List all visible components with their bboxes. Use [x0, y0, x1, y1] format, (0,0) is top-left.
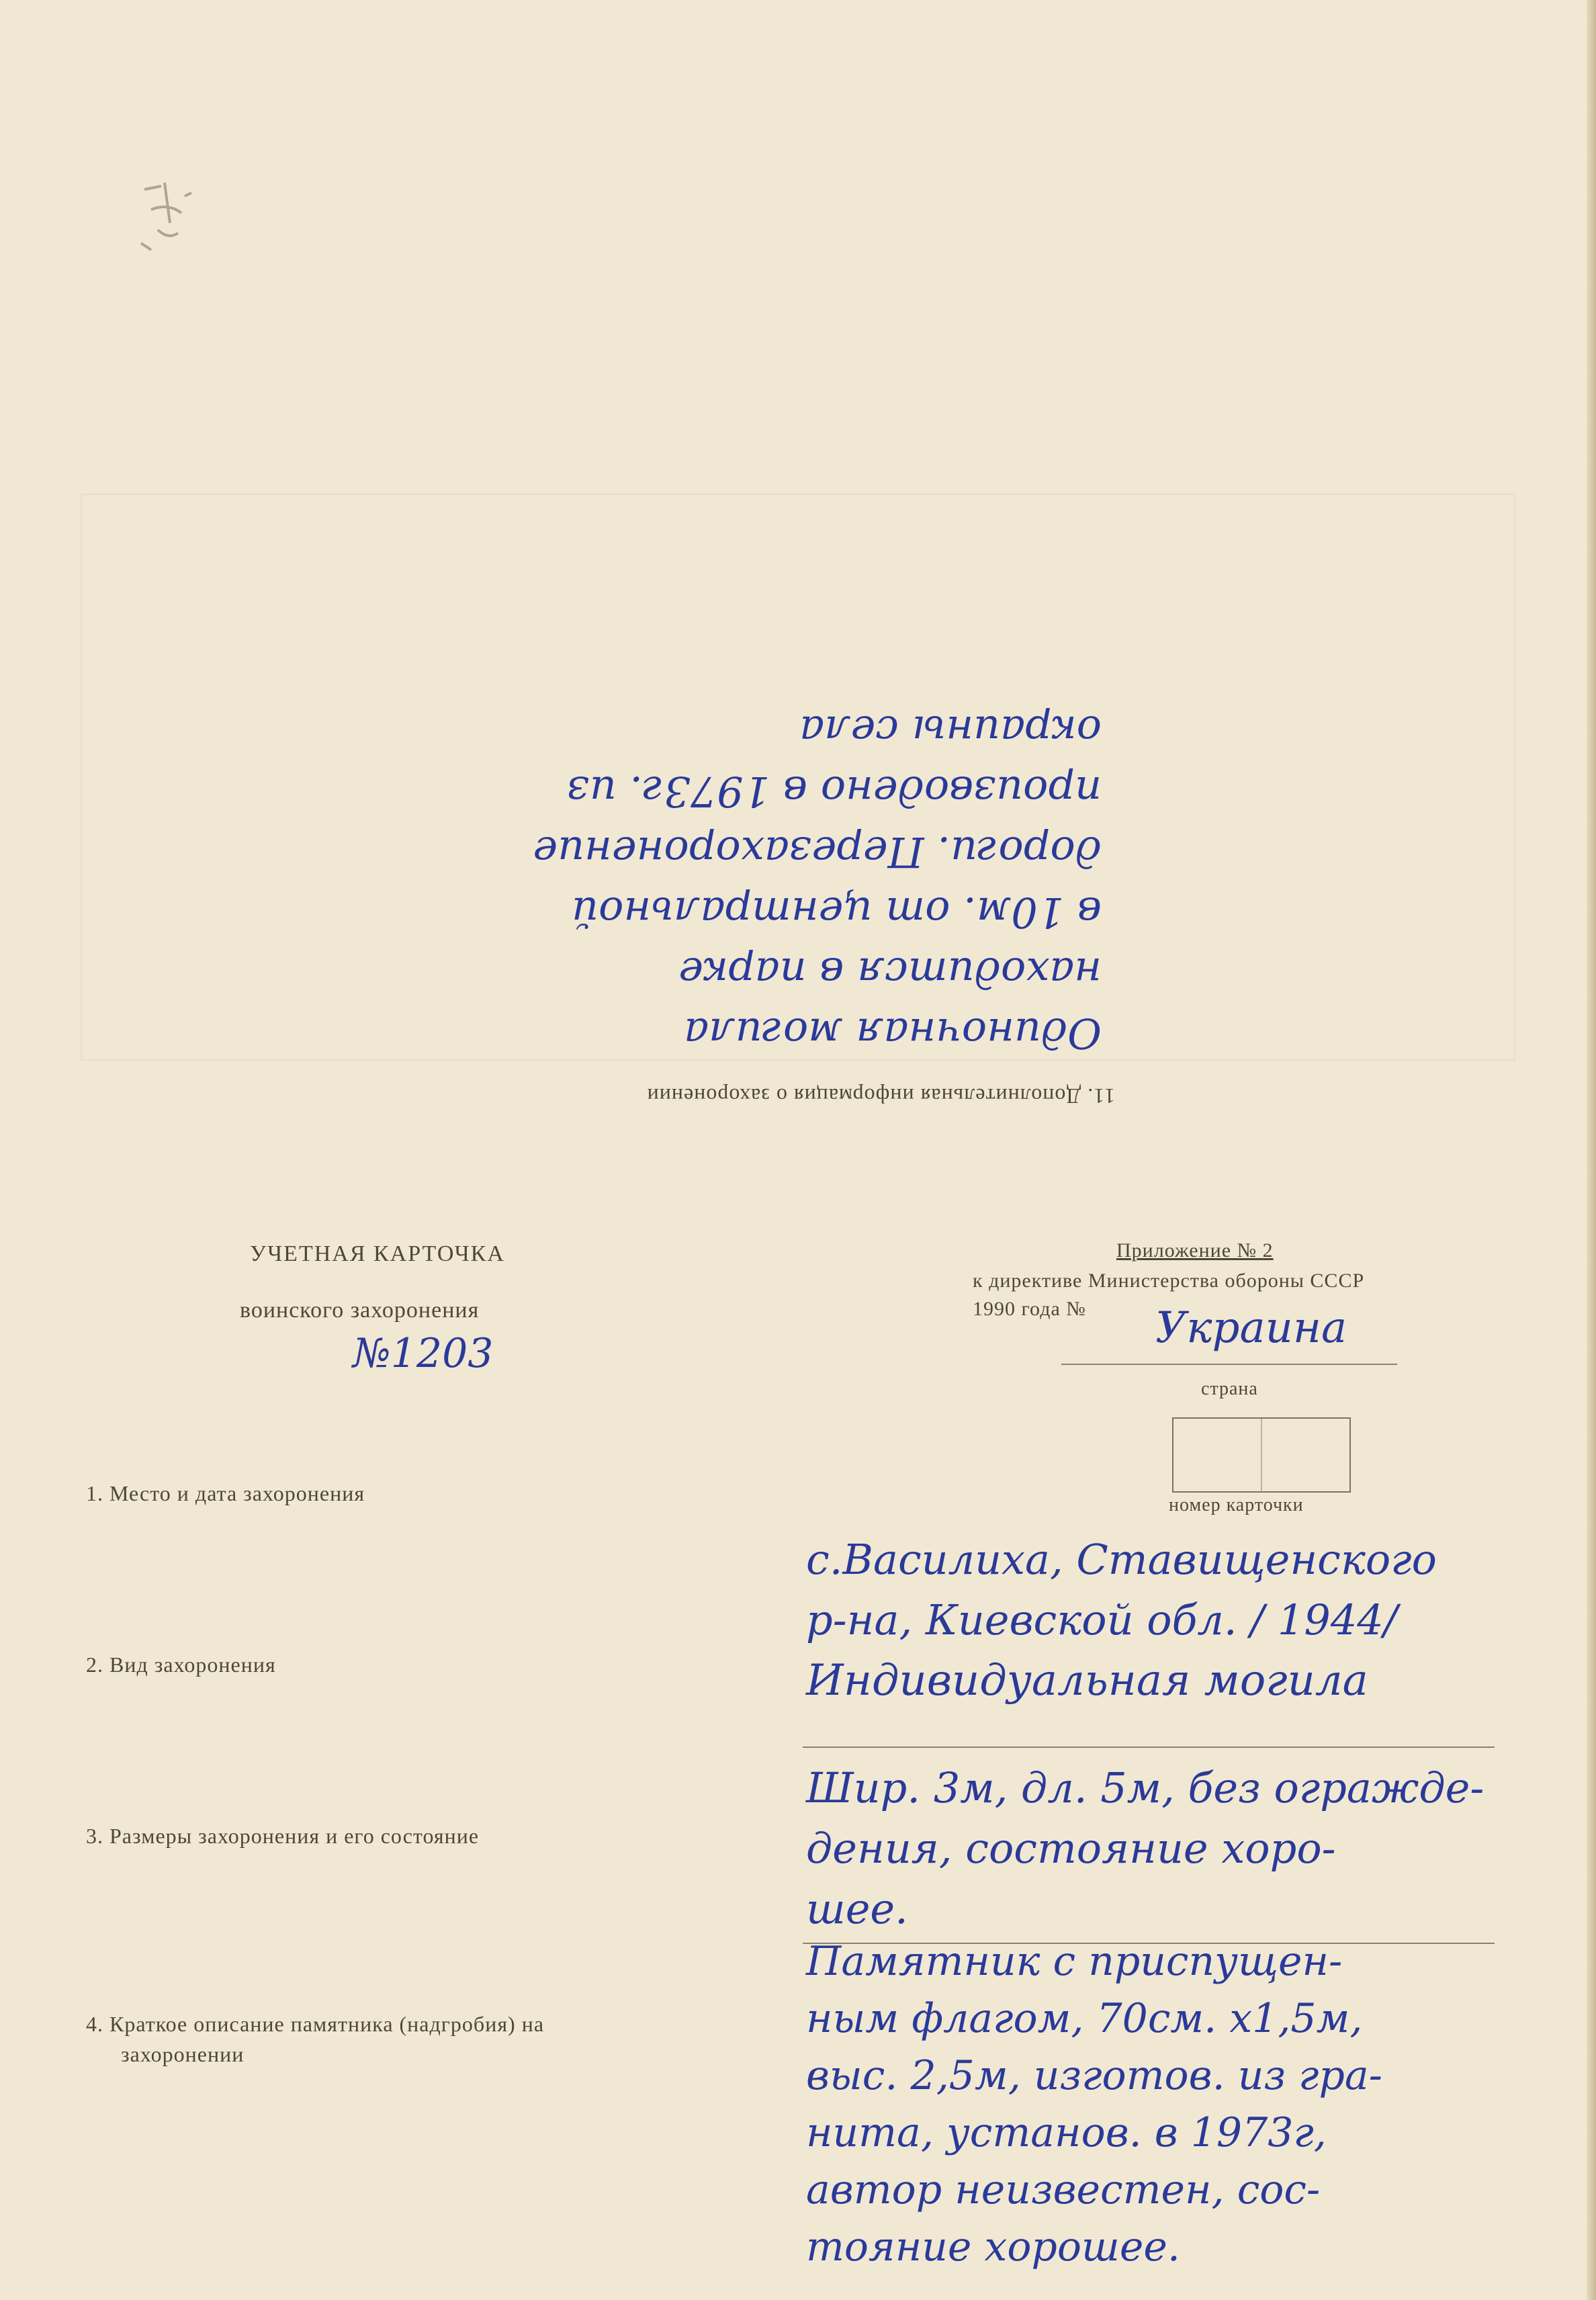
additional-info-line-6: окраины села [799, 707, 1102, 756]
field-1-value-line-2: р-на, Киевской обл. / 1944/ [806, 1595, 1398, 1644]
additional-info-heading: 11. Дополнительная информация о захоронении [646, 1084, 1115, 1108]
field-4-value-line-1: Памятник с приспущен- [806, 1938, 1343, 1985]
country-underline [1061, 1364, 1397, 1365]
field-1-value-line-1: с.Василиха, Ставищенского [806, 1535, 1437, 1584]
field-4-value-line-5: автор неизвестен, сос- [806, 2166, 1321, 2213]
additional-info-section [410, 665, 1115, 1108]
field-3-value-line-1: Шир. 3м, дл. 5м, без огражде- [806, 1763, 1484, 1812]
directive-year: 1990 года № [973, 1298, 1086, 1320]
country-label: страна [1201, 1378, 1258, 1399]
field-3-value-line-2: дения, состояние хоро- [806, 1824, 1336, 1873]
paper-edge [1587, 0, 1596, 2300]
field-3-value-line-3: шее. [806, 1884, 908, 1933]
card-title: УЧЕТНАЯ КАРТОЧКА [250, 1241, 505, 1266]
additional-info-line-5: производено в 1973г. из [566, 767, 1102, 816]
card-subtitle: воинского захоронения [240, 1298, 480, 1323]
field-4-label: 4. Краткое описание памятника (надгробия) на [86, 2012, 545, 2036]
field-4-value-line-2: ным флагом, 70см. х1,5м, [806, 1995, 1363, 2042]
card-number: №1203 [353, 1330, 494, 1377]
field-4-value-line-3: выс. 2,5м, изготов. из гра- [806, 2052, 1382, 2099]
additional-info-line-3: в 10м. от центральной [572, 888, 1102, 937]
directive-line: к директиве Министерства обороны СССР [973, 1270, 1365, 1292]
card-number-box [1172, 1417, 1351, 1493]
field-4-value-line-6: тояние хорошее. [806, 2223, 1180, 2270]
archive-mark [131, 176, 202, 260]
additional-info-line-1: Одиночная могила [684, 1009, 1102, 1058]
field-2-label: 2. Вид захоронения [86, 1652, 276, 1677]
card-number-label: номер карточки [1169, 1495, 1304, 1515]
field-4-value-line-4: нита, установ. в 1973г, [806, 2109, 1327, 2156]
field-2-value: Индивидуальная могила [806, 1656, 1368, 1706]
field-2-underline [803, 1746, 1495, 1748]
country-value: Украина [1155, 1303, 1347, 1353]
appendix-label: Приложение № 2 [1116, 1239, 1274, 1262]
additional-info-line-4: дороги. Перезахоронение [533, 828, 1102, 877]
field-3-label: 3. Размеры захоронения и его состояние [86, 1824, 480, 1848]
field-1-label: 1. Место и дата захоронения [86, 1481, 365, 1505]
additional-info-line-2: находится в парке [678, 948, 1102, 998]
field-4-label-line-2: захоронении [121, 2042, 245, 2066]
